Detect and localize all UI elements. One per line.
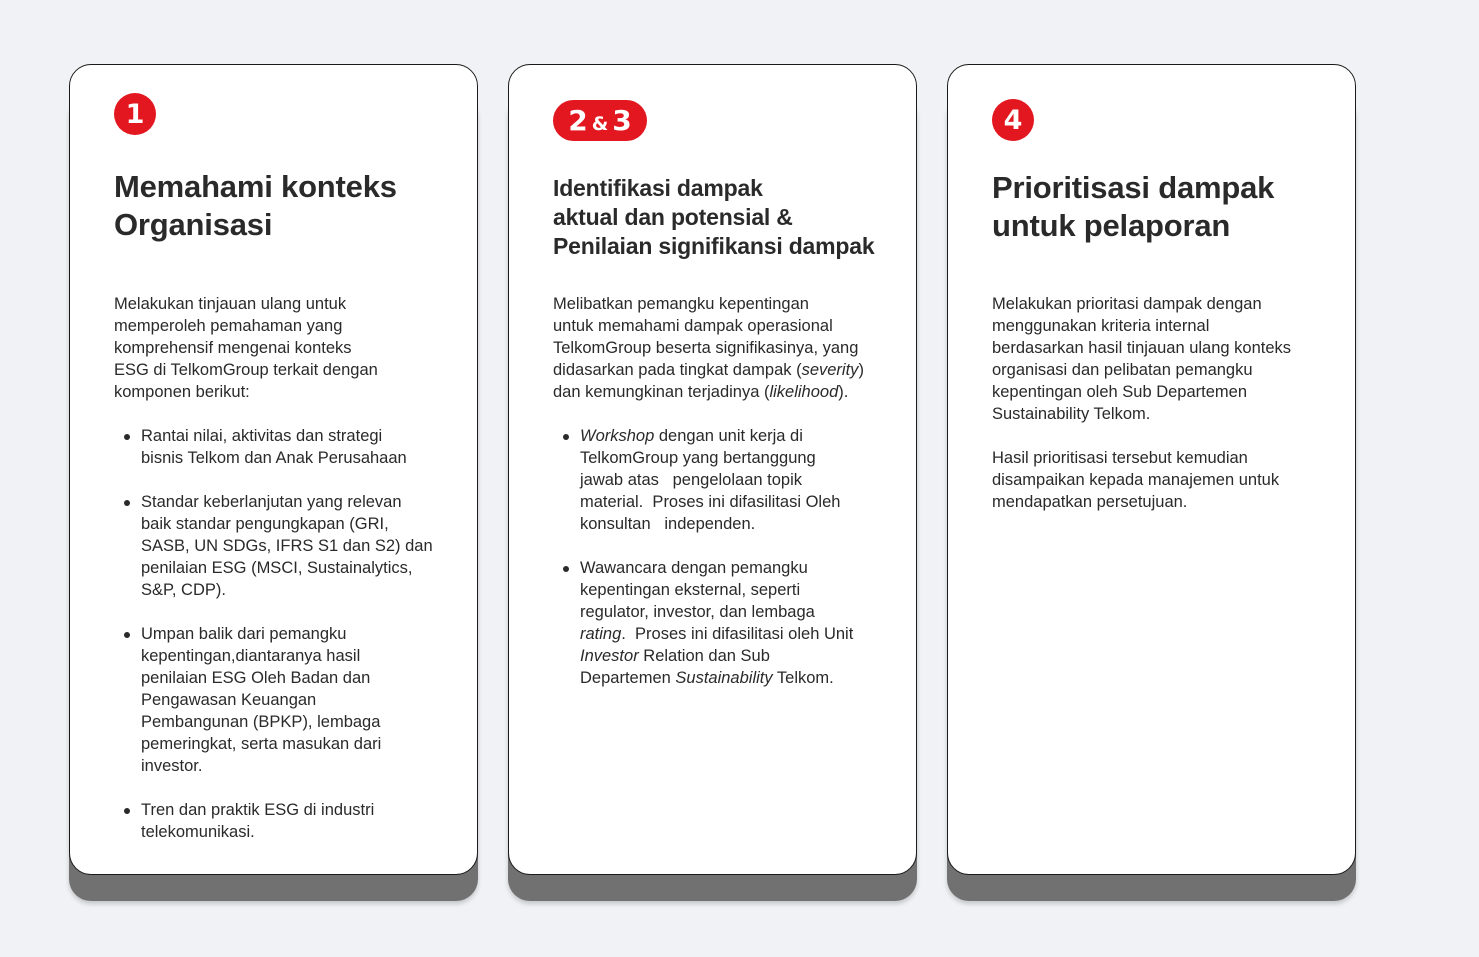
step-card-2-3	[508, 64, 917, 901]
text-line	[580, 667, 898, 689]
step-number-badge	[992, 99, 1034, 141]
card-title	[114, 168, 397, 244]
text-line: komponen berikut:	[114, 383, 250, 401]
text-line: penilaian ESG Oleh Badan dan	[141, 669, 371, 687]
text-line: Melakukan tinjauan ulang untuk	[114, 295, 347, 313]
text-line: Umpan balik dari pemangku	[141, 625, 347, 643]
text-line	[553, 359, 898, 381]
text-line: Tren dan praktik ESG di industri	[141, 801, 375, 819]
text-line: Melakukan prioritasi dampak dengan	[992, 295, 1262, 313]
list-item	[114, 491, 459, 601]
text-line: Pengawasan Keuangan	[141, 691, 317, 709]
title-line: Identifikasi dampak	[553, 175, 763, 201]
step-number: 4	[1003, 104, 1023, 136]
text-line: baik standar pengungkapan (GRI,	[141, 515, 389, 533]
text-line: telekomunikasi.	[141, 823, 255, 841]
text-line: bisnis Telkom dan Anak Perusahaan	[141, 449, 407, 467]
text-line: Wawancara dengan pemangku	[580, 559, 808, 577]
text-line: Standar keberlanjutan yang relevan	[141, 493, 402, 511]
text-line: kepentingan,diantaranya hasil	[141, 647, 361, 665]
italic-term: severity	[801, 361, 859, 379]
italic-term: Sustainability	[675, 669, 773, 687]
title-line: Prioritisasi dampak	[992, 170, 1275, 205]
text-line: menggunakan kriteria internal	[992, 317, 1210, 335]
text-line: TelkomGroup yang bertanggung	[580, 449, 816, 467]
text-line: material. Proses ini difasilitasi Oleh	[580, 493, 841, 511]
step-number: 1	[125, 98, 145, 130]
list-item	[553, 425, 898, 535]
italic-term: Workshop	[580, 427, 655, 445]
text-line: S&P, CDP).	[141, 581, 226, 599]
text-fragment: didasarkan pada tingkat dampak (	[553, 361, 802, 379]
card-description	[114, 293, 459, 843]
text-line: SASB, UN SDGs, IFRS S1 dan S2) dan	[141, 537, 433, 555]
text-line: komprehensif mengenai konteks	[114, 339, 352, 357]
text-line: kepentingan oleh Sub Departemen	[992, 383, 1248, 401]
text-line: penilaian ESG (MSCI, Sustainalytics,	[141, 559, 413, 577]
text-line: kepentingan eksternal, seperti	[580, 581, 801, 599]
card-body	[69, 64, 478, 875]
text-line: jawab atas pengelolaan topik	[580, 471, 802, 489]
text-line	[580, 645, 898, 667]
title-line: Memahami konteks	[114, 169, 397, 204]
step-card-1	[69, 64, 478, 901]
text-line: untuk memahami dampak operasional	[553, 317, 833, 335]
title-line: untuk pelaporan	[992, 208, 1231, 243]
text-line: disampaikan kepada manajemen untuk	[992, 471, 1280, 489]
paragraph-2	[992, 447, 1337, 513]
step-card-4	[947, 64, 1356, 901]
step-number-badge	[114, 93, 156, 135]
text-line: investor.	[141, 757, 203, 775]
activity-list	[553, 425, 898, 689]
list-item	[114, 623, 459, 777]
ampersand: &	[591, 112, 609, 135]
intro-paragraph	[553, 293, 898, 403]
text-fragment: Departemen	[580, 669, 676, 687]
text-line: konsultan independen.	[580, 515, 756, 533]
list-item	[553, 557, 898, 689]
component-list	[114, 425, 459, 843]
card-description	[553, 293, 898, 689]
text-fragment: dengan unit kerja di	[654, 427, 803, 445]
text-line: organisasi dan pelibatan pemangku	[992, 361, 1253, 379]
italic-term: likelihood	[769, 383, 839, 401]
italic-term: rating	[580, 625, 622, 643]
step-number: 2	[568, 104, 588, 137]
card-title	[992, 169, 1274, 245]
text-line: Pembangunan (BPKP), lembaga	[141, 713, 381, 731]
text-line: regulator, investor, dan lembaga	[580, 603, 815, 621]
text-fragment: )	[858, 361, 864, 379]
text-line	[580, 425, 898, 447]
text-line: Sustainability Telkom.	[992, 405, 1151, 423]
step-number: 3	[612, 104, 632, 137]
card-title	[553, 174, 874, 261]
paragraph-1	[992, 293, 1337, 425]
text-line: TelkomGroup beserta signifikasinya, yang	[553, 339, 859, 357]
title-line: Organisasi	[114, 207, 273, 242]
italic-term: Investor	[580, 647, 639, 665]
title-line: Penilaian signifikansi dampak	[553, 233, 875, 259]
text-line: pemeringkat, serta masukan dari	[141, 735, 382, 753]
card-description	[992, 293, 1337, 513]
text-line	[580, 623, 898, 645]
text-line: Rantai nilai, aktivitas dan strategi	[141, 427, 383, 445]
text-line: mendapatkan persetujuan.	[992, 493, 1188, 511]
text-line	[553, 381, 898, 403]
text-fragment: ).	[838, 383, 849, 401]
text-fragment: Telkom.	[772, 669, 834, 687]
list-item	[114, 799, 459, 843]
list-item	[114, 425, 459, 469]
step-number-badge	[553, 100, 647, 141]
text-line: berdasarkan hasil tinjauan ulang konteks	[992, 339, 1292, 357]
text-fragment: dan kemungkinan terjadinya (	[553, 383, 770, 401]
text-line: Melibatkan pemangku kepentingan	[553, 295, 809, 313]
text-line: ESG di TelkomGroup terkait dengan	[114, 361, 378, 379]
text-line: Hasil prioritisasi tersebut kemudian	[992, 449, 1248, 467]
text-line: memperoleh pemahaman yang	[114, 317, 343, 335]
intro-paragraph	[114, 293, 459, 403]
card-body	[508, 64, 917, 875]
card-body	[947, 64, 1356, 875]
title-line: aktual dan potensial &	[553, 204, 793, 230]
text-fragment: . Proses ini difasilitasi oleh Unit	[621, 625, 854, 643]
text-fragment: Relation dan Sub	[638, 647, 770, 665]
